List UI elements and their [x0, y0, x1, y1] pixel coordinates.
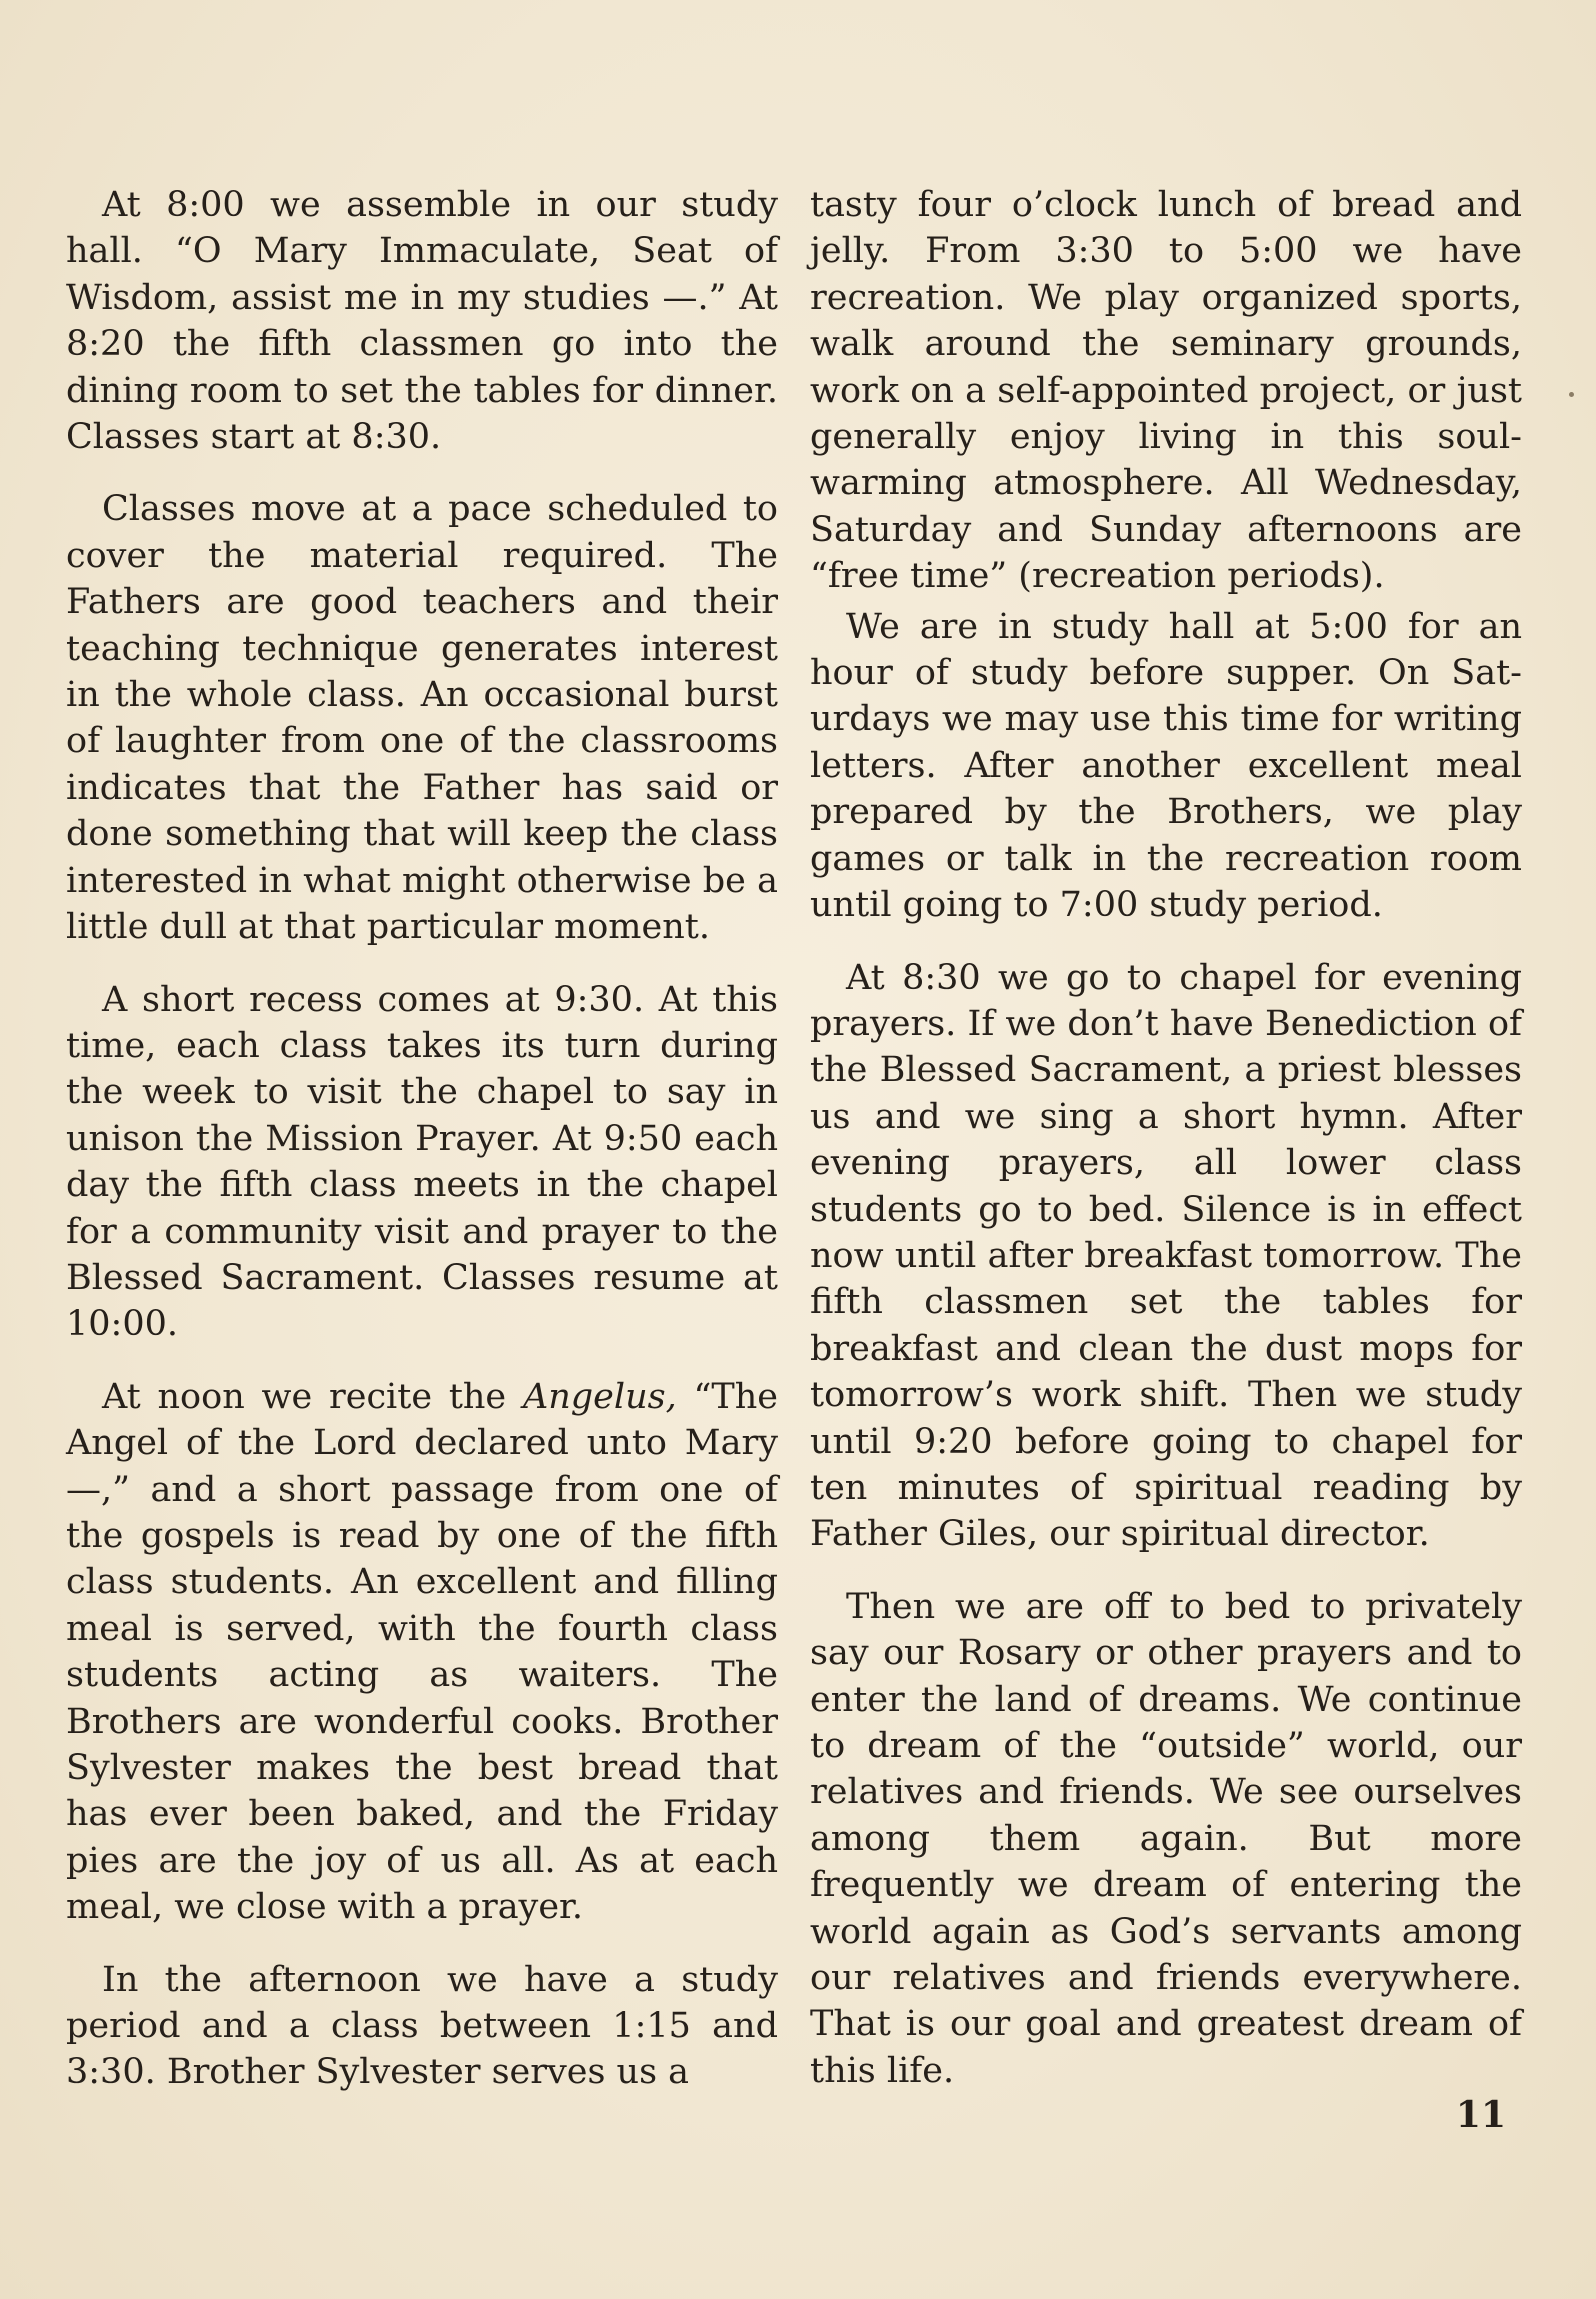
paragraph-classes: Classes move at a pace scheduled to cover the material required. The Fathers are good teachers and their teaching technique generates interest in the whole class. An occasional burst of laughter from one of the classrooms indicates that the Father has said or done something that will keep the class interested in what might otherwise be a little dull at that particular moment. [66, 489, 778, 948]
paragraph-dreams: Then we are off to bed to privately say our Rosary or other prayers and to enter the land of dreams. We continue to dream of the “outside” world, our relatives and friends. We see ourselves among them again. But more frequently we dream of entering the world again as God’s servants among our relatives and friends everywhere. That is our goal and greatest dream of this life. [810, 1586, 1522, 2091]
paragraph-study-hall: At 8:00 we assemble in our study hall. “O Mary Immaculate, Seat of Wisdom, assist me in my studies —.” At 8:20 the fifth classmen go into the dining room to set the tables for dinner. Classes start at 8:30. [66, 185, 778, 458]
paragraph-afternoon: In the afternoon we have a study period and a class between 1:15 and 3:30. Brother Sylvester serves us a [66, 1959, 778, 2093]
noon-text-after: “The Angel of the Lord declared unto Mary —,” and a short passage from one of the gospels is read by one of the fifth class students. An excellent and filling meal is served, with the fourth class students acting as waiters. The Brothers are wonderful cooks. Brother Sylvester makes the best bread that has ever been baked, and the Friday pies are the joy of us all. As at each meal, we close with a prayer. [66, 1376, 778, 1928]
page-number: 11 [1455, 2094, 1506, 2136]
paragraph-evening-study: We are in study hall at 5:00 for an hour of study before supper. On Saturdays we may use this time for writing letters. After another excellent meal prepared by the Brothers, we play games or talk in the recreation room until going to 7:00 study period. [810, 606, 1522, 926]
paper-speck [1569, 392, 1574, 397]
paragraph-lunch-recreation: tasty four o’clock lunch of bread and jelly. From 3:30 to 5:00 we have recreation. We play organized sports, walk around the seminary grounds, work on a self-appointed project, or just generally enjoy living in this soulwarming atmosphere. All Wednesday, Saturday and Sunday afternoons are “free time” (recreation periods). [810, 185, 1522, 597]
paragraph-evening-prayers: At 8:30 we go to chapel for evening prayers. If we don’t have Benediction of the Blessed Sacrament, a priest blesses us and we sing a short hymn. After evening prayers, all lower class students go to bed. Silence is in effect now until after breakfast tomorrow. The fifth classmen set the tables for breakfast and clean the dust mops for tomorrow’s work shift. Then we study until 9:20 before going to chapel for ten minutes of spiritual reading by Father Giles, our spiritual director. [810, 957, 1522, 1555]
text-column-left [66, 182, 778, 2096]
paragraph-noon [66, 1374, 778, 1931]
text-column-right [810, 182, 1522, 2094]
paragraph-recess: A short recess comes at 9:30. At this time, each class takes its turn during the week to visit the chapel to say in unison the Mission Prayer. At 9:50 each day the fifth class meets in the chapel for a community visit and prayer to the Blessed Sacrament. Classes resume at 10:00. [66, 979, 778, 1345]
noon-text-before: At noon we recite the [102, 1376, 523, 1417]
angelus-emphasis: Angelus, [522, 1376, 677, 1417]
